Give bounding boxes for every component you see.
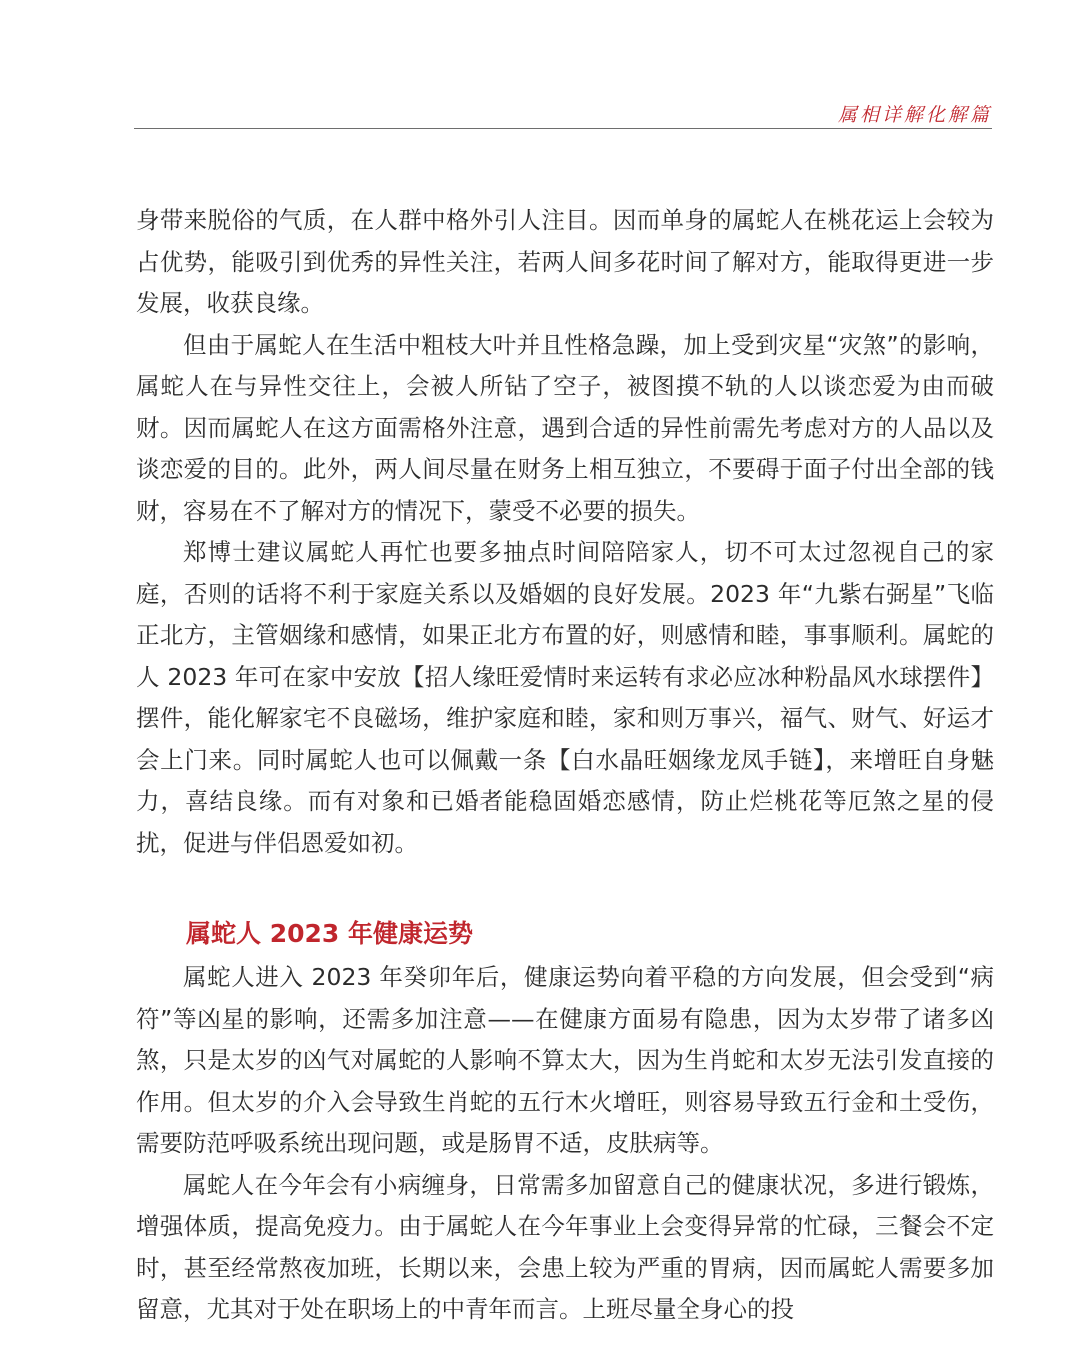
header-divider: [134, 128, 992, 129]
paragraph-health-1: 属蛇人进入 2023 年癸卯年后，健康运势向着平稳的方向发展，但会受到“病符”等凶星的影响，还需多加注意——在健康方面易有隐患，因为太岁带了诸多凶煞，只是太岁的凶气对属蛇的人影响不算太大，因为生肖蛇和太岁无法引发直接的作用。但太岁的介入会导致生肖蛇的五行木火增旺，则容易导致五行金和土受伤，需要防范呼吸系统出现问题，或是肠胃不适，皮肤病等。: [136, 963, 994, 1157]
paragraph-continuation: 身带来脱俗的气质，在人群中格外引人注目。因而单身的属蛇人在桃花运上会较为占优势，能吸引到优秀的异性关注，若两人间多花时间了解对方，能取得更进一步发展，收获良缘。: [136, 206, 994, 317]
paragraph-family-advice: 郑博士建议属蛇人再忙也要多抽点时间陪陪家人，切不可太过忽视自己的家庭，否则的话将不利于家庭关系以及婚姻的良好发展。2023 年“九紫右弼星”飞临正北方，主管姻缘和感情，如果正北方布置的好，则感情和睦，事事顺利。属蛇的人 2023 年可在家中安放【招人缘旺爱情时来运转有求必应冰种粉晶风水球摆件】摆件，能化解家宅不良磁场，维护家庭和睦，家和则万事兴，福气、财气、好运才会上门来。同时属蛇人也可以佩戴一条【白水晶旺姻缘龙凤手链】，来增旺自身魅力，喜结良缘。而有对象和已婚者能稳固婚恋感情，防止烂桃花等厄煞之星的侵扰，促进与伴侣恩爱如初。: [136, 538, 994, 857]
paragraph-romance-caution: 但由于属蛇人在生活中粗枝大叶并且性格急躁，加上受到灾星“灾煞”的影响，属蛇人在与异性交往上，会被人所钻了空子，被图摸不轨的人以谈恋爱为由而破财。因而属蛇人在这方面需格外注意，遇到合适的异性前需先考虑对方的人品以及谈恋爱的目的。此外，两人间尽量在财务上相互独立，不要碍于面子付出全部的钱财，容易在不了解对方的情况下，蒙受不必要的损失。: [136, 330, 994, 525]
paragraph-health-2: 属蛇人在今年会有小病缠身，日常需多加留意自己的健康状况，多进行锻炼，增强体质，提高免疫力。由于属蛇人在今年事业上会变得异常的忙碌，三餐会不定时，甚至经常熬夜加班，长期以来，会患上较为严重的胃病，因而属蛇人需要多加留意，尤其对于处在职场上的中青年而言。上班尽量全身心的投: [136, 1170, 994, 1323]
running-header-title: 属相详解化解篇: [837, 104, 992, 126]
page-content: [136, 200, 994, 1331]
section-heading-health: 属蛇人 2023 年健康运势: [186, 919, 473, 948]
